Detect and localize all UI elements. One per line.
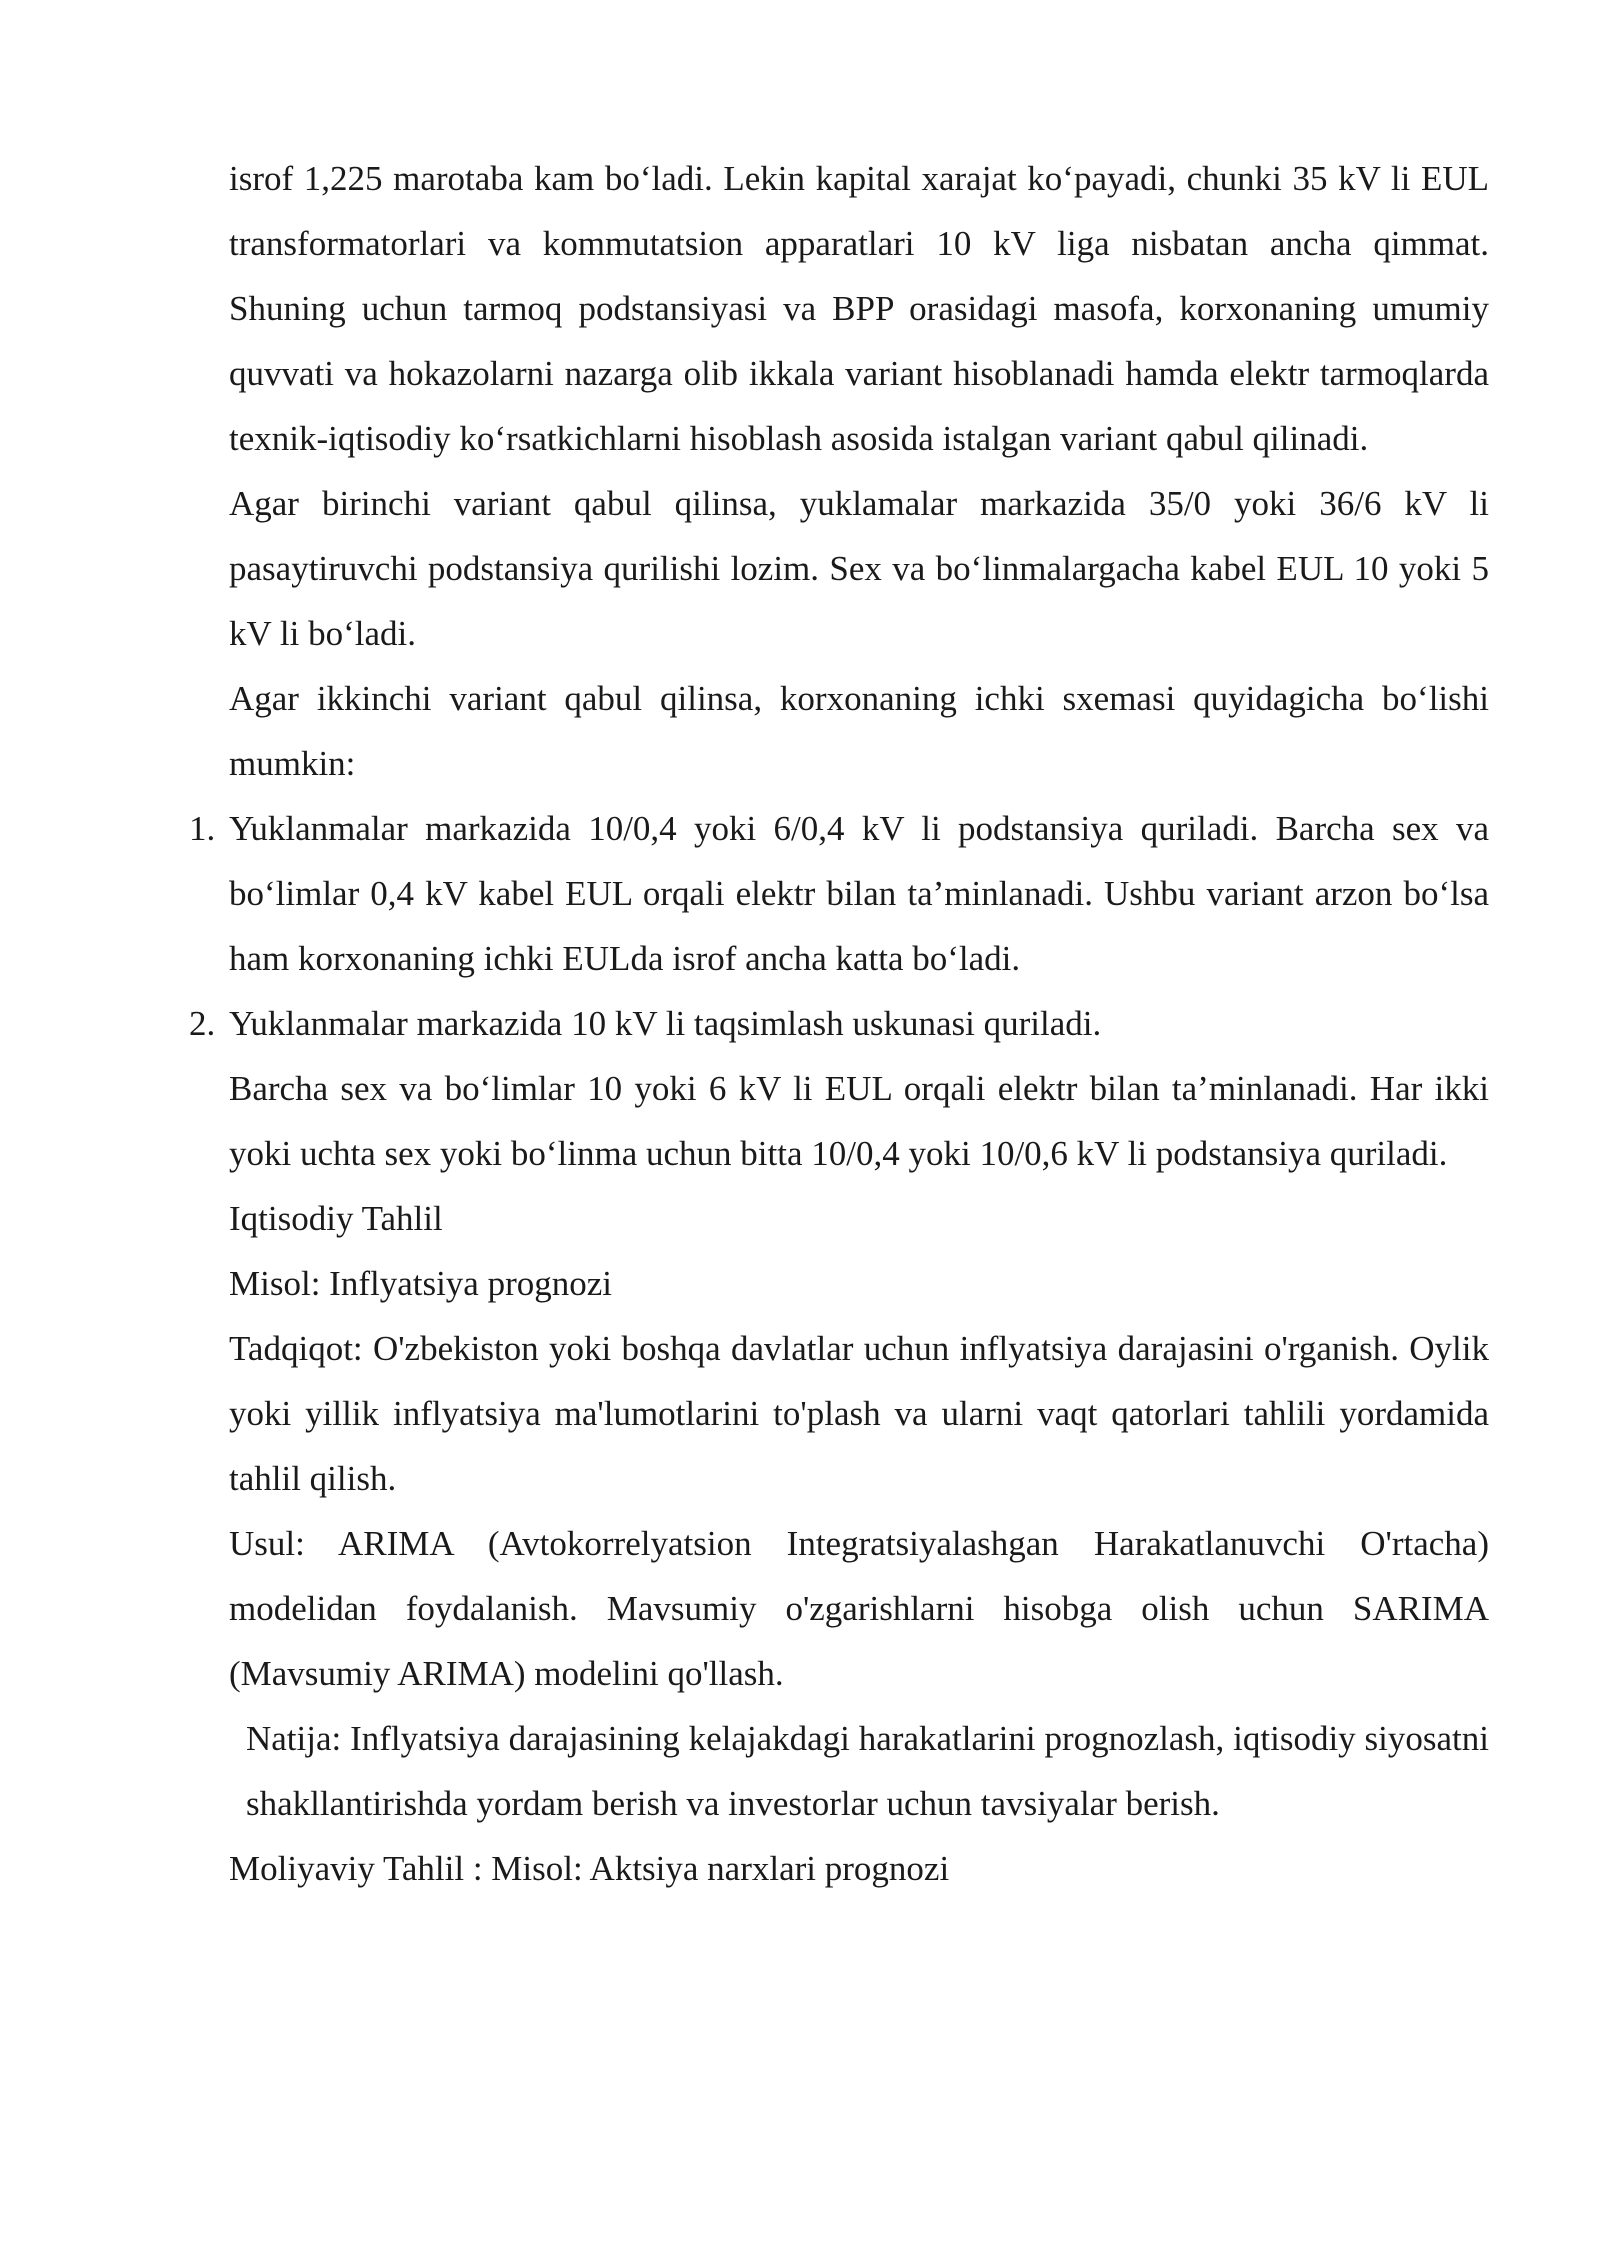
example-inflation-forecast: Misol: Inflyatsiya prognozi <box>229 1264 613 1303</box>
paragraph-method: Usul: ARIMA (Avtokorrelyatsion Integratsiyalashgan Harakatlanuvchi O'rtacha) modelidan foydalanish. Mavsumiy o'zgarishlarni hisobga olish uchun SARIMA (Mavsumiy ARIMA) modelini qo'llash. <box>229 1524 1489 1693</box>
paragraph-result: Natija: Inflyatsiya darajasining kelajakdagi harakatlarini prognozlash, iqtisodiy siyosatni shakllantirishda yordam berish va investorlar uchun tavsiyalar berish. <box>246 1719 1489 1823</box>
list-item <box>189 796 1489 991</box>
paragraph-losses-and-variants: isrof 1,225 marotaba kam bo‘ladi. Lekin kapital xarajat ko‘payadi, chunki 35 kV li EUL transformatorlari va kommutatsion apparatlari 10 kV liga nisbatan ancha qimmat. Shuning uchun tarmoq podstansiyasi va BPP orasidagi masofa, korxonaning umumiy quvvati va hokazolarni nazarga olib ikkala variant hisoblanadi hamda elektr tarmoqlarda texnik-iqtisodiy ko‘rsatkichlarni hisoblash asosida istalgan variant qabul qilinadi. <box>229 159 1489 458</box>
list-item-text: Yuklanmalar markazida 10/0,4 yoki 6/0,4 kV li podstansiya quriladi. Barcha sex va bo‘limlar 0,4 kV kabel EUL orqali elektr bilan ta’minlanadi. Ushbu variant arzon bo‘lsa ham korxonaning ichki EULda isrof ancha katta bo‘ladi. <box>229 809 1489 978</box>
list-number: 2. <box>189 1004 216 1043</box>
paragraph-research: Tadqiqot: O'zbekiston yoki boshqa davlatlar uchun inflyatsiya darajasini o'rganish. Oylik yoki yillik inflyatsiya ma'lumotlarini to'plash va ularni vaqt qatorlari tahlili yordamida tahlil qilish. <box>229 1329 1489 1498</box>
paragraph-first-variant: Agar birinchi variant qabul qilinsa, yuklamalar markazida 35/0 yoki 36/6 kV li pasaytiruvchi podstansiya qurilishi lozim. Sex va bo‘linmalargacha kabel EUL 10 yoki 5 kV li bo‘ladi. <box>229 484 1489 653</box>
list-number: 1. <box>189 809 216 848</box>
paragraph-all-shops: Barcha sex va bo‘limlar 10 yoki 6 kV li EUL orqali elektr bilan ta’minlanadi. Har ikki yoki uchta sex yoki bo‘linma uchun bitta 10/0,4 yoki 10/0,6 kV li podstansiya quriladi. <box>229 1069 1489 1173</box>
list-item-text: Yuklanmalar markazida 10 kV li taqsimlash uskunasi quriladi. <box>229 1004 1102 1043</box>
paragraph-second-variant: Agar ikkinchi variant qabul qilinsa, korxonaning ichki sxemasi quyidagicha bo‘lishi mumkin: <box>229 679 1489 783</box>
section-heading-financial-analysis: Moliyaviy Tahlil : Misol: Aktsiya narxlari prognozi <box>229 1849 950 1888</box>
list-item <box>189 991 1489 1056</box>
numbered-list <box>189 796 1489 1056</box>
document-body <box>189 146 1489 1901</box>
section-heading-economic-analysis: Iqtisodiy Tahlil <box>229 1199 443 1238</box>
